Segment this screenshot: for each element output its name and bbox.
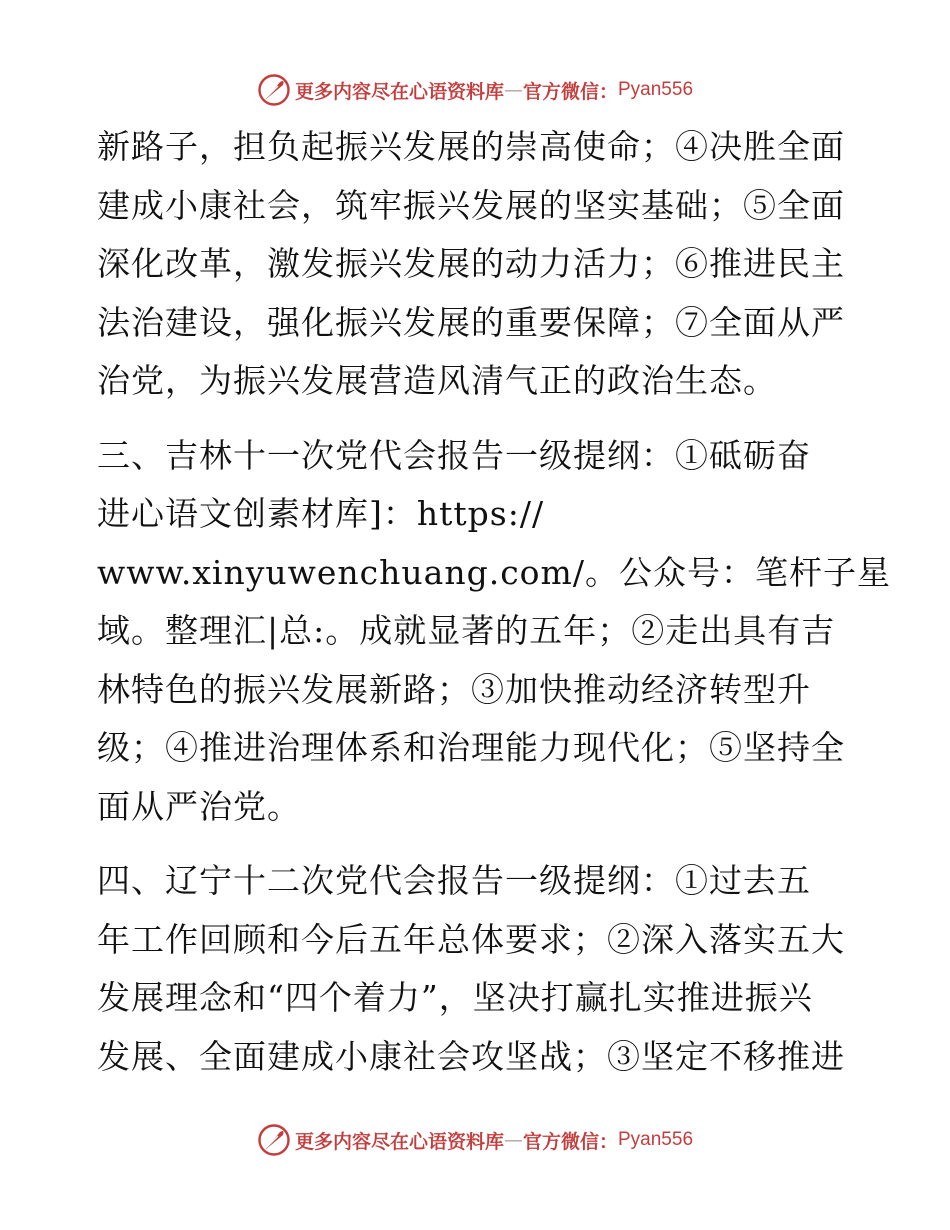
footer-separator: — — [503, 1129, 523, 1151]
text-line: 四、辽宁十二次党代会报告一级提纲：①过去五 — [97, 861, 811, 900]
text-line: 深化改革，激发振兴发展的动力活力；⑥推进民主 — [97, 244, 845, 283]
footer-wechat-handle: Pyan556 — [618, 1129, 694, 1150]
footer-banner — [0, 1122, 950, 1158]
text-line: 年工作回顾和今后五年总体要求；②深入落实五大 — [97, 919, 845, 959]
document-body — [97, 118, 891, 1086]
text-line: 面从严治党。 — [97, 786, 301, 826]
text-line: 林特色的振兴发展新路；③加快推动经济转型升 — [97, 669, 811, 709]
paragraph-jilin — [97, 427, 891, 837]
text-line: 建成小康社会，筑牢振兴发展的坚实基础；⑤全面 — [97, 185, 845, 225]
text-line: www.xinyuwenchuang.com/。公众号：笔杆子星 — [97, 552, 891, 592]
text-line: 三、吉林十一次党代会报告一级提纲：①砥砺奋 — [97, 435, 811, 475]
footer-library-text: 更多内容尽在心语资料库 — [294, 1130, 504, 1153]
text-line: 法治建设，强化振兴发展的重要保障；⑦全面从严 — [97, 302, 845, 342]
header-wechat-handle: Pyan556 — [618, 79, 694, 100]
text-line: 进心语文创素材库]：https:// — [97, 494, 545, 533]
text-line: 发展、全面建成小康社会攻坚战；③坚定不移推进 — [97, 1036, 845, 1076]
quill-logo-icon — [257, 73, 291, 107]
header-banner — [0, 72, 950, 108]
text-line: 治党，为振兴发展营造风清气正的政治生态。 — [97, 361, 777, 400]
quill-logo-icon — [257, 1123, 291, 1157]
text-line: 新路子，担负起振兴发展的崇高使命；④决胜全面 — [97, 127, 845, 166]
header-separator: — — [503, 79, 523, 101]
text-line: 级；④推进治理体系和治理能力现代化；⑤坚持全 — [97, 728, 845, 767]
header-library-text: 更多内容尽在心语资料库 — [294, 80, 504, 103]
header-wechat-label: 官方微信： — [522, 80, 618, 103]
text-line: 发展理念和“四个着力”，坚决打赢扎实推进振兴 — [97, 978, 813, 1017]
text-line: 域。整理汇|总:。成就显著的五年；②走出具有吉 — [97, 611, 836, 650]
footer-wechat-label: 官方微信： — [522, 1130, 618, 1153]
paragraph-continuation — [97, 118, 857, 411]
paragraph-liaoning — [97, 852, 857, 1086]
